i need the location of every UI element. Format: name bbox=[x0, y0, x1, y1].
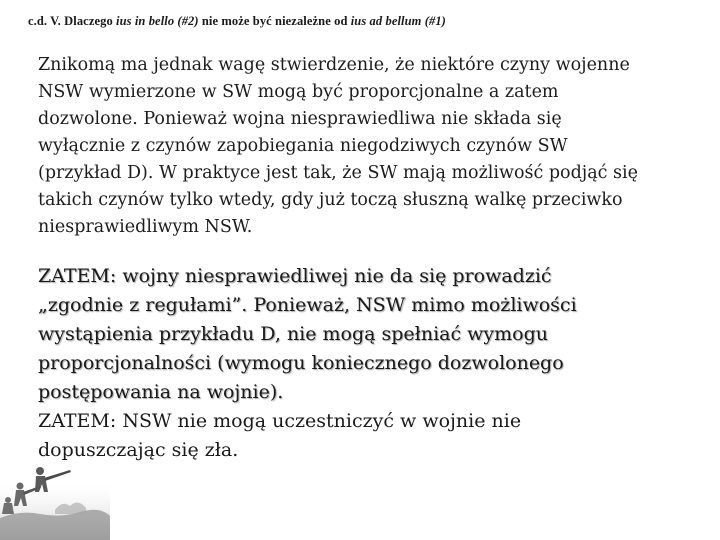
paragraph-1-line: wyłącznie z czynów zapobiegania niegodziwych czynów SW bbox=[38, 136, 568, 156]
paragraph-1-line: Znikomą ma jednak wagę stwierdzenie, że niektóre czyny wojenne bbox=[38, 55, 630, 75]
paragraph-2 bbox=[38, 262, 678, 407]
paragraph-1 bbox=[38, 52, 678, 241]
paragraph-3-line: dopuszczając się zła. bbox=[38, 439, 239, 461]
slide-header bbox=[28, 14, 708, 29]
paragraph-2-line: ZATEM: wojny niesprawiedliwej nie da się prowadzić bbox=[38, 265, 552, 287]
paragraph-1-line: (przykład D). W praktyce jest tak, że SW mają możliwość podjąć się bbox=[38, 163, 638, 183]
paragraph-1-line: takich czynów tylko wtedy, gdy już toczą słuszną walkę przeciwko bbox=[38, 190, 623, 210]
paragraph-2-line: „zgodnie z regułami”. Ponieważ, NSW mimo możliwości bbox=[38, 294, 577, 316]
paragraph-1-line: dozwolone. Ponieważ wojna niesprawiedliwa nie składa się bbox=[38, 109, 562, 129]
paragraph-3 bbox=[38, 407, 678, 465]
header-middle: nie może być niezależne od bbox=[198, 14, 351, 28]
header-term-ius-ad-bellum: ius ad bellum (#1) bbox=[350, 14, 446, 28]
paragraph-2-line: postępowania na wojnie). bbox=[38, 381, 284, 403]
paragraph-3-line: ZATEM: NSW nie mogą uczestniczyć w wojnie nie bbox=[38, 410, 522, 432]
header-prefix: c.d. V. Dlaczego bbox=[28, 14, 117, 28]
paragraph-1-line: niesprawiedliwym NSW. bbox=[38, 217, 253, 237]
paragraph-2-line: wystąpienia przykładu D, nie mogą spełniać wymogu bbox=[38, 323, 549, 345]
paragraph-1-line: NSW wymierzone w SW mogą być proporcjonalne a zatem bbox=[38, 82, 559, 102]
soldiers-silhouette-icon bbox=[0, 440, 110, 540]
header-term-ius-in-bello: ius in bello (#2) bbox=[116, 14, 199, 28]
paragraph-2-line: proporcjonalności (wymogu koniecznego dozwolonego bbox=[38, 352, 564, 374]
